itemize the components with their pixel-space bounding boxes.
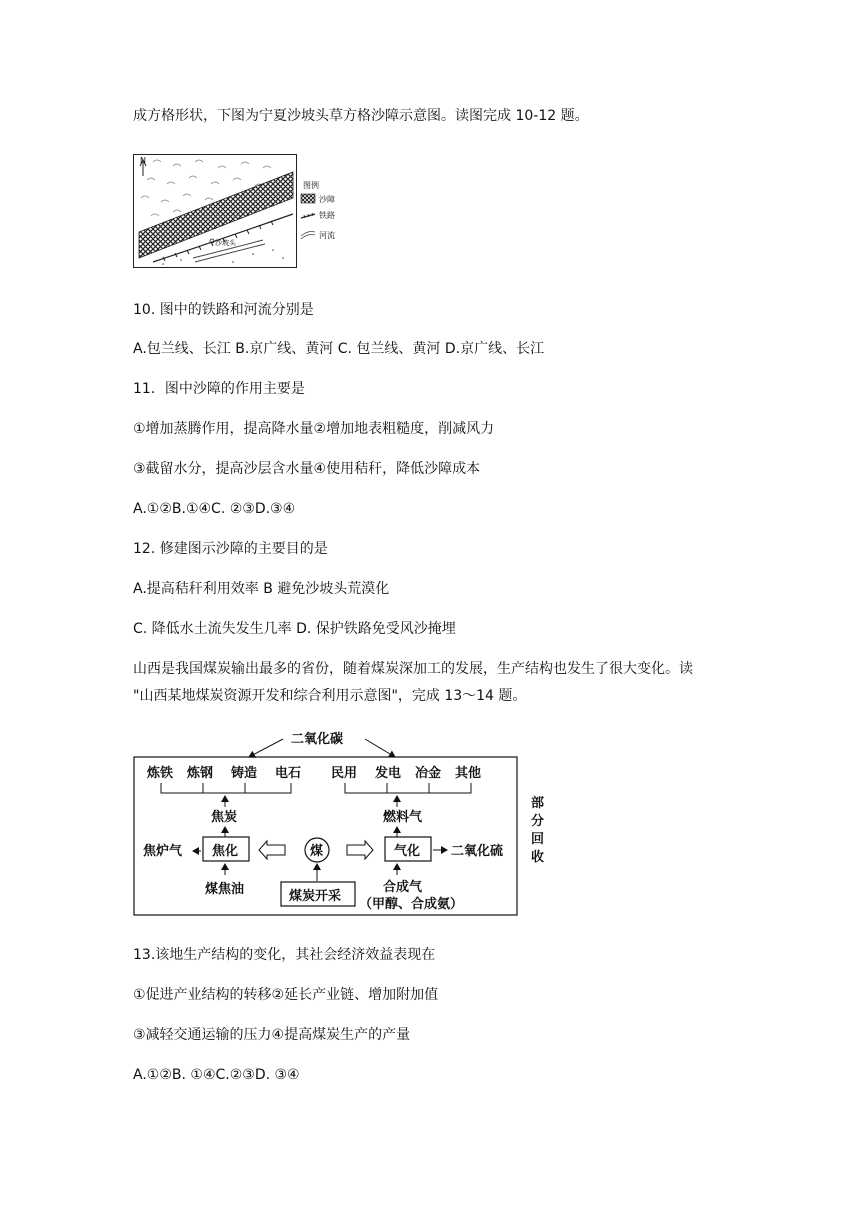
syngas-label: 合成气 <box>383 880 423 895</box>
recover-char-3: 收 <box>531 850 545 865</box>
q11-stem: 11．图中沙障的作用主要是 <box>133 381 305 397</box>
hollow-arrow-left-icon <box>259 841 285 859</box>
recover-char-0: 部 <box>531 796 545 811</box>
coke-label: 焦炭 <box>211 810 238 825</box>
recover-char-2: 回 <box>531 832 545 847</box>
right-bracket <box>345 783 471 793</box>
shapotou-sand-barrier-map <box>133 154 297 268</box>
so2-label: 二氧化硫 <box>451 844 504 859</box>
legend-label-2: 河流 <box>319 231 335 240</box>
right-use-0: 民用 <box>331 766 358 781</box>
left-use-2: 铸造 <box>231 766 258 781</box>
map-legend <box>297 178 357 258</box>
q13-items-2: ③减轻交通运输的压力④提高煤炭生产的产量 <box>133 1027 411 1043</box>
intro-text-2-line-2: "山西某地煤炭资源开发和综合利用示意图"，完成 13～14 题。 <box>133 688 527 704</box>
legend-label-1: 铁路 <box>319 211 335 220</box>
right-use-1: 发电 <box>375 766 402 781</box>
q12-options-cd: C. 降低水土流失发生几率 D. 保护铁路免受风沙掩埋 <box>133 621 456 637</box>
coal-label: 煤 <box>310 844 324 859</box>
left-use-1: 炼钢 <box>187 766 214 781</box>
mining-label: 煤炭开采 <box>289 889 342 904</box>
q13-stem: 13.该地生产结构的变化，其社会经济效益表现在 <box>133 947 436 963</box>
syngas-note: （甲醇、合成氨） <box>359 897 464 912</box>
place-label: 沙坡头 <box>215 239 236 247</box>
co2-label: 二氧化碳 <box>291 732 344 747</box>
right-use-2: 冶金 <box>415 766 442 781</box>
left-use-3: 电石 <box>275 766 302 781</box>
q11-items-2: ③截留水分，提高沙层含水量④使用秸秆，降低沙障成本 <box>133 461 481 477</box>
co2-arrow-left-icon <box>249 739 283 757</box>
hollow-arrow-right-icon <box>347 841 373 859</box>
legend-title: 图例 <box>303 181 319 190</box>
q11-options: A.①②B.①④C. ②③D.③④ <box>133 501 296 517</box>
coal-utilization-flow-diagram <box>133 723 573 919</box>
intro-text-1: 成方格形状，下图为宁夏沙坡头草方格沙障示意图。读图完成 10-12 题。 <box>133 108 589 124</box>
coking-label: 焦化 <box>212 844 239 859</box>
q12-stem: 12. 修建图示沙障的主要目的是 <box>133 541 328 557</box>
q10-stem: 10. 图中的铁路和河流分别是 <box>133 302 314 318</box>
q10-options: A.包兰线、长江 B.京广线、黄河 C. 包兰线、黄河 D.京广线、长江 <box>133 341 545 357</box>
q11-items-1: ①增加蒸腾作用，提高降水量②增加地表粗糙度，削减风力 <box>133 421 495 437</box>
q13-items-1: ①促进产业结构的转移②延长产业链、增加附加值 <box>133 987 439 1003</box>
fuel-gas-label: 燃料气 <box>383 810 423 825</box>
right-use-3: 其他 <box>455 766 482 781</box>
north-label: N <box>140 156 146 165</box>
legend-label-0: 沙障 <box>319 195 335 204</box>
q12-options-ab: A.提高秸秆利用效率 B 避免沙坡头荒漠化 <box>133 581 390 597</box>
left-bracket <box>161 783 291 793</box>
left-use-0: 炼铁 <box>147 766 174 781</box>
gasify-label: 气化 <box>394 844 421 859</box>
co2-arrow-right-icon <box>365 739 395 757</box>
coke-gas-label: 焦炉气 <box>143 844 183 859</box>
legend-sand-barrier-icon <box>301 194 315 203</box>
tar-label: 煤焦油 <box>205 882 245 897</box>
recover-char-1: 分 <box>531 814 545 829</box>
q13-options: A.①②B. ①④C.②③D. ③④ <box>133 1067 300 1083</box>
intro-text-2-line-1: 山西是我国煤炭输出最多的省份，随着煤炭深加工的发展，生产结构也发生了很大变化。读 <box>133 661 693 677</box>
